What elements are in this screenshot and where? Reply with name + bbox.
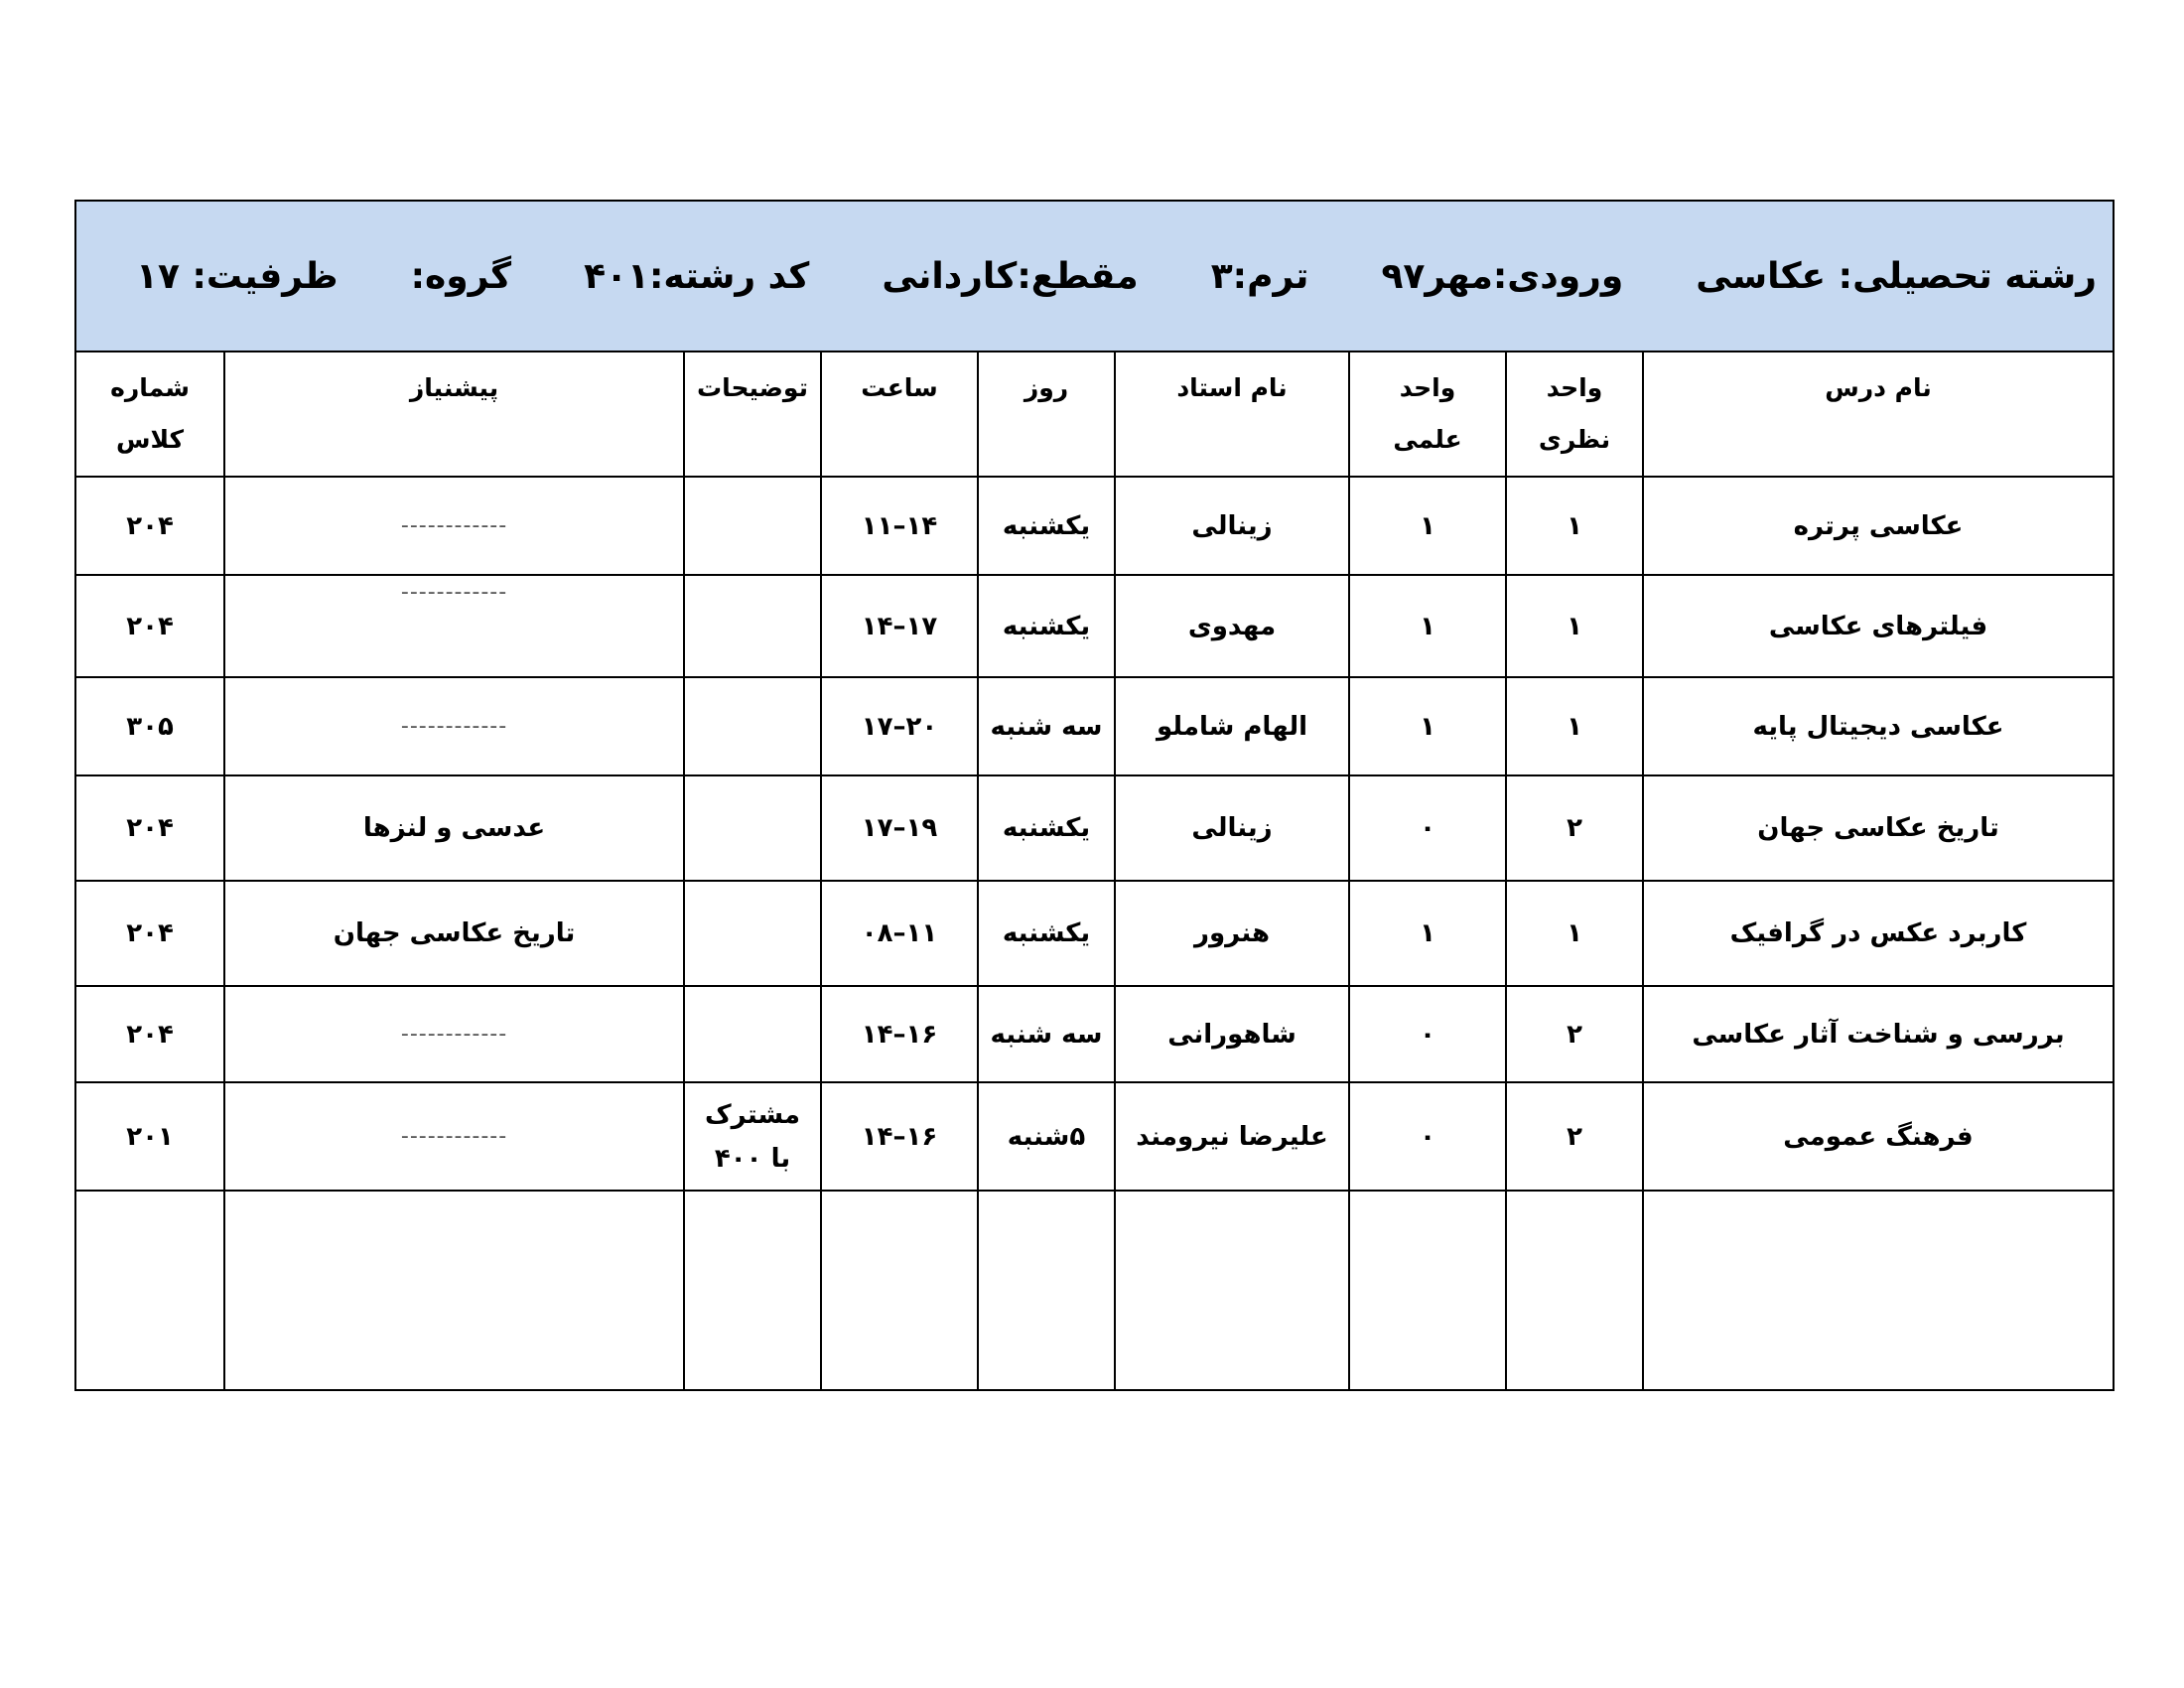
cell-teacher: هنرور xyxy=(1115,881,1349,986)
cell-prereq: ------------ xyxy=(224,677,684,775)
cell-practical: ۱ xyxy=(1349,477,1506,575)
empty-cell xyxy=(684,1191,821,1390)
cell-theory: ۲ xyxy=(1506,775,1643,881)
table-row xyxy=(75,775,2114,881)
cell-practical: ۰ xyxy=(1349,986,1506,1082)
cell-room: ۳۰۵ xyxy=(75,677,224,775)
empty-cell xyxy=(1115,1191,1349,1390)
table-row xyxy=(75,881,2114,986)
cell-theory: ۱ xyxy=(1506,477,1643,575)
header-course: نام درس xyxy=(1643,352,2114,477)
cell-day: سه شنبه xyxy=(978,677,1115,775)
empty-cell xyxy=(75,1191,224,1390)
cell-time: ۱۱–۰۸ xyxy=(821,881,978,986)
cell-notes xyxy=(684,986,821,1082)
table-row xyxy=(75,477,2114,575)
cell-notes xyxy=(684,677,821,775)
cell-room: ۲۰۴ xyxy=(75,986,224,1082)
header-banner xyxy=(75,201,2114,352)
cell-day: ۵شنبه xyxy=(978,1082,1115,1191)
cell-theory: ۲ xyxy=(1506,986,1643,1082)
empty-cell xyxy=(1506,1191,1643,1390)
cell-teacher: زینالی xyxy=(1115,477,1349,575)
cell-day: یکشنبه xyxy=(978,775,1115,881)
cell-room: ۲۰۴ xyxy=(75,575,224,677)
cell-teacher: علیرضا نیرومند xyxy=(1115,1082,1349,1191)
note-line: با ۴۰۰ xyxy=(714,1143,791,1174)
major-label: رشته تحصیلی: عکاسی xyxy=(1696,255,2098,297)
cell-theory: ۱ xyxy=(1506,881,1643,986)
header-practical-units: واحد علمی xyxy=(1349,352,1506,477)
cell-time: ۱۶–۱۴ xyxy=(821,986,978,1082)
header-banner-row xyxy=(75,201,2114,352)
cell-course: فرهنگ عمومی xyxy=(1643,1082,2114,1191)
cell-teacher: شاهورانی xyxy=(1115,986,1349,1082)
cell-room: ۲۰۱ xyxy=(75,1082,224,1191)
header-notes: توضیحات xyxy=(684,352,821,477)
header-prereq: پیشنیاز xyxy=(224,352,684,477)
cell-course: کاربرد عکس در گرافیک xyxy=(1643,881,2114,986)
table-row xyxy=(75,986,2114,1082)
cell-prereq: تاریخ عکاسی جهان xyxy=(224,881,684,986)
cell-notes xyxy=(684,775,821,881)
empty-row xyxy=(75,1191,2114,1390)
cell-day: یکشنبه xyxy=(978,477,1115,575)
cell-room: ۲۰۴ xyxy=(75,881,224,986)
cell-time: ۱۴–۱۱ xyxy=(821,477,978,575)
empty-cell xyxy=(1643,1191,2114,1390)
cell-practical: ۱ xyxy=(1349,881,1506,986)
cell-room: ۲۰۴ xyxy=(75,477,224,575)
empty-cell xyxy=(1349,1191,1506,1390)
cell-course: عکاسی دیجیتال پایه xyxy=(1643,677,2114,775)
cell-time: ۲۰–۱۷ xyxy=(821,677,978,775)
cell-notes xyxy=(684,1082,821,1191)
cell-practical: ۱ xyxy=(1349,575,1506,677)
cell-course: فیلترهای عکاسی xyxy=(1643,575,2114,677)
cell-notes xyxy=(684,881,821,986)
cell-day: سه شنبه xyxy=(978,986,1115,1082)
empty-cell xyxy=(978,1191,1115,1390)
header-time: ساعت xyxy=(821,352,978,477)
cell-day: یکشنبه xyxy=(978,881,1115,986)
cell-course: عکاسی پرتره xyxy=(1643,477,2114,575)
cell-notes xyxy=(684,477,821,575)
note-line: مشترک xyxy=(705,1099,800,1130)
cell-prereq: عدسی و لنزها xyxy=(224,775,684,881)
empty-cell xyxy=(224,1191,684,1390)
table-row xyxy=(75,575,2114,677)
group-label: گروه: xyxy=(410,255,512,297)
cell-time: ۱۷–۱۴ xyxy=(821,575,978,677)
cell-course: تاریخ عکاسی جهان xyxy=(1643,775,2114,881)
cell-time: ۱۶–۱۴ xyxy=(821,1082,978,1191)
cell-day: یکشنبه xyxy=(978,575,1115,677)
cell-theory: ۱ xyxy=(1506,575,1643,677)
cell-notes xyxy=(684,575,821,677)
header-teacher: نام استاد xyxy=(1115,352,1349,477)
cell-teacher: مهدوی xyxy=(1115,575,1349,677)
cell-prereq: ------------ xyxy=(224,575,684,677)
cell-practical: ۱ xyxy=(1349,677,1506,775)
cell-prereq: ------------ xyxy=(224,986,684,1082)
cell-teacher: زینالی xyxy=(1115,775,1349,881)
cell-teacher: الهام شاملو xyxy=(1115,677,1349,775)
level-label: مقطع:کاردانی xyxy=(882,255,1139,297)
column-header-row xyxy=(75,352,2114,477)
header-room: شماره کلاس xyxy=(75,352,224,477)
cell-room: ۲۰۴ xyxy=(75,775,224,881)
empty-cell xyxy=(821,1191,978,1390)
course-schedule-table xyxy=(74,200,2115,1391)
cell-theory: ۲ xyxy=(1506,1082,1643,1191)
cell-prereq: ------------ xyxy=(224,477,684,575)
header-theory-units: واحد نظری xyxy=(1506,352,1643,477)
schedule-sheet xyxy=(74,200,2113,1391)
cell-practical: ۰ xyxy=(1349,1082,1506,1191)
capacity-label: ظرفیت: ۱۷ xyxy=(136,255,339,297)
cell-prereq: ------------ xyxy=(224,1082,684,1191)
cell-time: ۱۹–۱۷ xyxy=(821,775,978,881)
code-label: کد رشته:۴۰۱ xyxy=(584,255,810,297)
cell-practical: ۰ xyxy=(1349,775,1506,881)
table-row xyxy=(75,1082,2114,1191)
header-day: روز xyxy=(978,352,1115,477)
cell-course: بررسی و شناخت آثار عکاسی xyxy=(1643,986,2114,1082)
table-row xyxy=(75,677,2114,775)
entry-label: ورودی:مهر۹۷ xyxy=(1381,255,1624,297)
term-label: ترم:۳ xyxy=(1210,255,1309,297)
cell-theory: ۱ xyxy=(1506,677,1643,775)
